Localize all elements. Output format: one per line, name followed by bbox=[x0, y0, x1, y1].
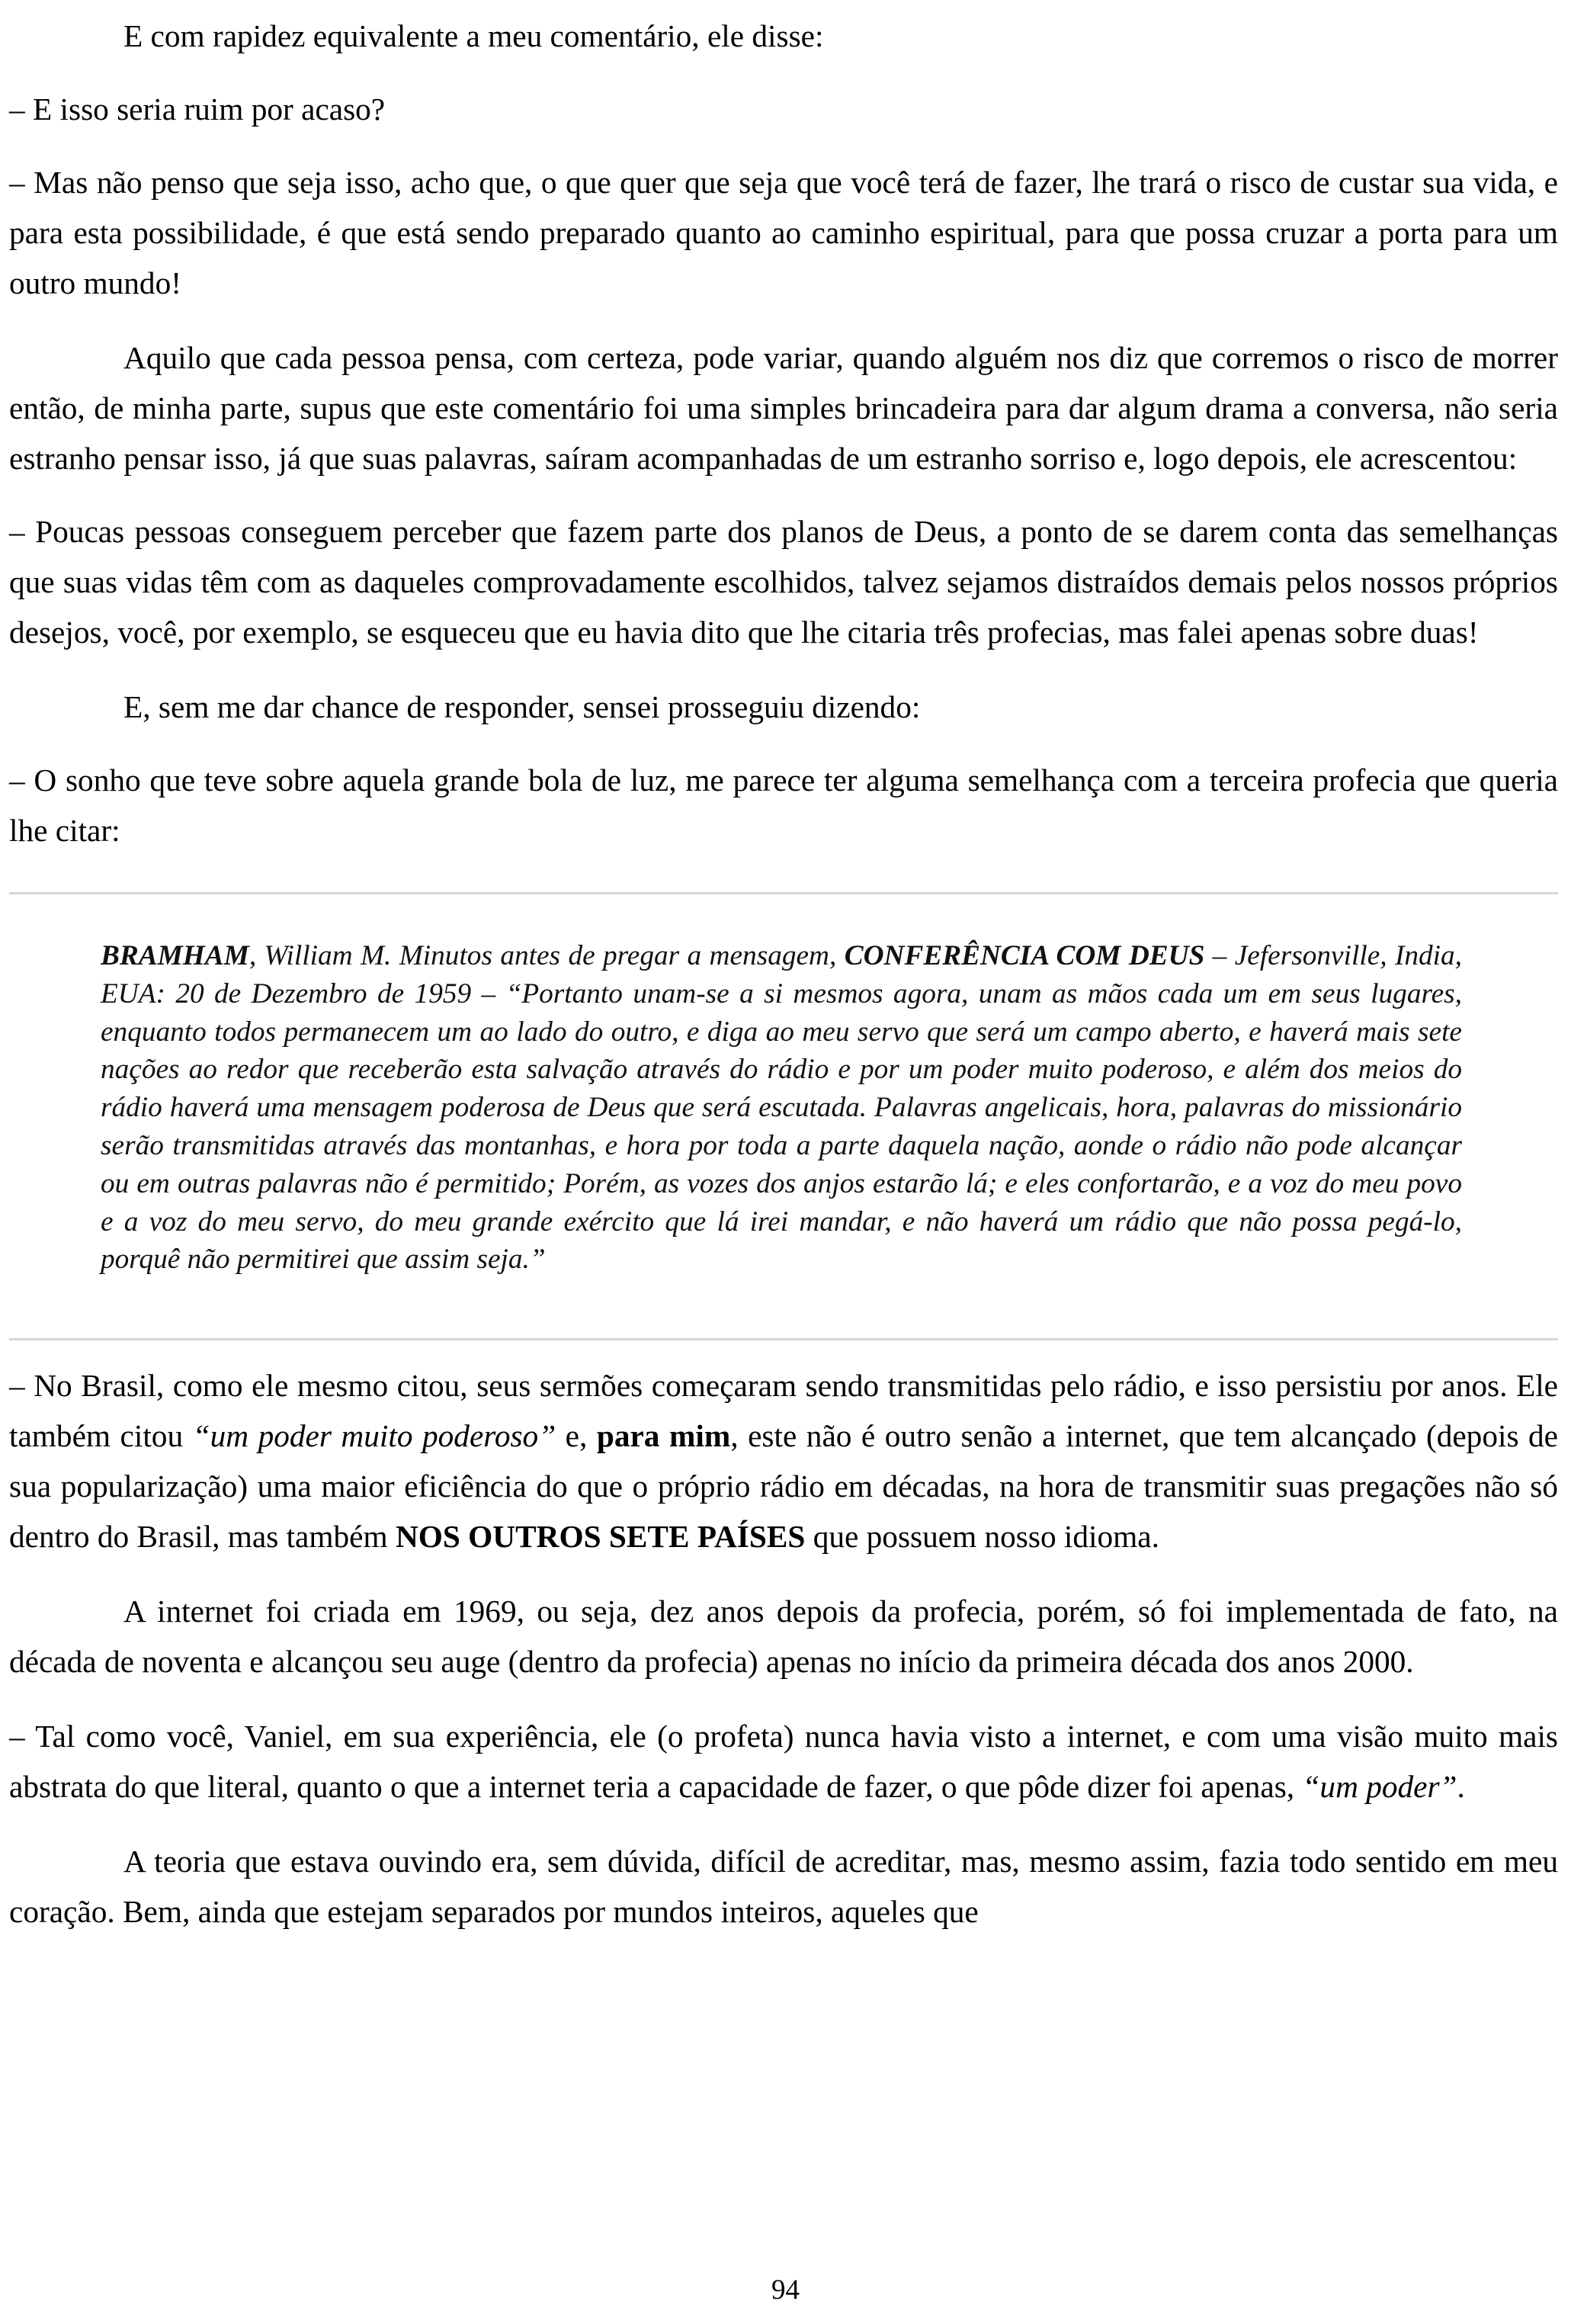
paragraph-vaniel bbox=[9, 1711, 1558, 1812]
paragraph-brasil-text-4: que possuem nosso idioma. bbox=[805, 1519, 1159, 1555]
divider-bottom bbox=[9, 1338, 1558, 1340]
citation-author-rest: , William M. Minutos antes de pregar a mensagem, bbox=[248, 940, 845, 971]
paragraph-vaniel-text-1: – Tal como você, Vaniel, em sua experiência, ele (o profeta) nunca havia visto a internet, e com uma visão muito mais abstrata do que literal, quanto o que a internet teria a capacidade de fazer, o que pôde dizer foi apenas, bbox=[9, 1719, 1558, 1805]
citation-block bbox=[9, 894, 1558, 1338]
paragraph-brasil bbox=[9, 1360, 1558, 1562]
paragraph-final: A teoria que estava ouvindo era, sem dúvida, difícil de acreditar, mas, mesmo assim, fazia todo sentido em meu coração. Bem, ainda que estejam separados por mundos inteiros, aqueles que bbox=[9, 1844, 1558, 1930]
paragraph-brasil-italic: “um poder muito poderoso” bbox=[192, 1418, 556, 1454]
paragraph-vaniel-text-2: . bbox=[1457, 1769, 1465, 1805]
citation-sermon-title: CONFERÊNCIA COM DEUS bbox=[844, 940, 1205, 971]
paragraph-5: – Poucas pessoas conseguem perceber que fazem parte dos planos de Deus, a ponto de se darem conta das semelhanças que suas vidas têm com as daqueles comprovadamente escolhidos, talvez sejamos distraídos demais pelos nossos próprios desejos, você, por exemplo, se esqueceu que eu havia dito que lhe citaria três profecias, mas falei apenas sobre duas! bbox=[9, 514, 1558, 650]
paragraph-brasil-bold-2: NOS OUTROS SETE PAÍSES bbox=[395, 1519, 806, 1555]
citation-author: BRAMHAM bbox=[101, 940, 249, 971]
paragraph-4: Aquilo que cada pessoa pensa, com certeza, pode variar, quando alguém nos diz que corremos o risco de morrer então, de minha parte, supus que este comentário foi uma simples brincadeira para dar algum drama a conversa, não seria estranho pensar isso, já que suas palavras, saíram acompanhadas de um estranho sorriso e, logo depois, ele acrescentou: bbox=[9, 340, 1558, 476]
citation-body: – Jefersonville, India, EUA: 20 de Dezembro de 1959 – “Portanto unam-se a si mesmos agora, unam as mãos cada um em seus lugares, enquanto todos permanecem um ao lado do outro, e diga ao meu servo que será um campo aberto, e haverá mais sete nações ao redor que receberão esta salvação através do rádio e por um poder muito poderoso, e além dos meios do rádio haverá uma mensagem poderosa de Deus que será escutada. Palavras angelicais, hora, palavras do missionário serão transmitidas através das montanhas, e hora por toda a parte daquela nação, aonde o rádio não pode alcançar ou em outras palavras não é permitido; Porém, as vozes dos anjos estarão lá; e eles confortarão, e a voz do meu povo e a voz do meu servo, do meu grande exército que lá irei mandar, e não haverá um rádio que não possa pegá-lo, porquê não permitirei que assim seja.” bbox=[101, 940, 1462, 1276]
paragraph-6: E, sem me dar chance de responder, sensei prosseguiu dizendo: bbox=[123, 689, 921, 724]
citation-text bbox=[101, 937, 1462, 1279]
paragraph-brasil-text-1: – No Brasil, como ele mesmo citou, seus sermões começaram sendo transmitidas pelo rádio, e isso persistiu por anos. Ele também citou bbox=[9, 1368, 1558, 1454]
paragraph-brasil-bold-1: para mim bbox=[596, 1418, 731, 1454]
paragraph-vaniel-italic: “um poder” bbox=[1302, 1769, 1457, 1805]
paragraph-internet: A internet foi criada em 1969, ou seja, dez anos depois da profecia, porém, só foi implementada de fato, na década de noventa e alcançou seu auge (dentro da profecia) apenas no início da primeira década dos anos 2000. bbox=[9, 1594, 1558, 1680]
paragraph-7: – O sonho que teve sobre aquela grande bola de luz, me parece ter alguma semelhança com a terceira profecia que queria lhe citar: bbox=[9, 762, 1558, 848]
document-page bbox=[9, 11, 1558, 1961]
paragraph-1: E com rapidez equivalente a meu comentário, ele disse: bbox=[123, 18, 824, 53]
paragraph-brasil-text-2: e, bbox=[556, 1418, 597, 1454]
paragraph-3: – Mas não penso que seja isso, acho que, o que quer que seja que você terá de fazer, lhe trará o risco de custar sua vida, e para esta possibilidade, é que está sendo preparado quanto ao caminho espiritual, para que possa cruzar a porta para um outro mundo! bbox=[9, 165, 1558, 300]
page-number: 94 bbox=[771, 2274, 800, 2306]
paragraph-brasil-text-3: , este não é outro senão a internet, que tem alcançado (depois de sua popularização) uma maior eficiência do que o próprio rádio em décadas, na hora de transmitir suas pregações não só dentro do Brasil, mas também bbox=[9, 1418, 1559, 1555]
paragraph-2: – E isso seria ruim por acaso? bbox=[9, 91, 386, 127]
